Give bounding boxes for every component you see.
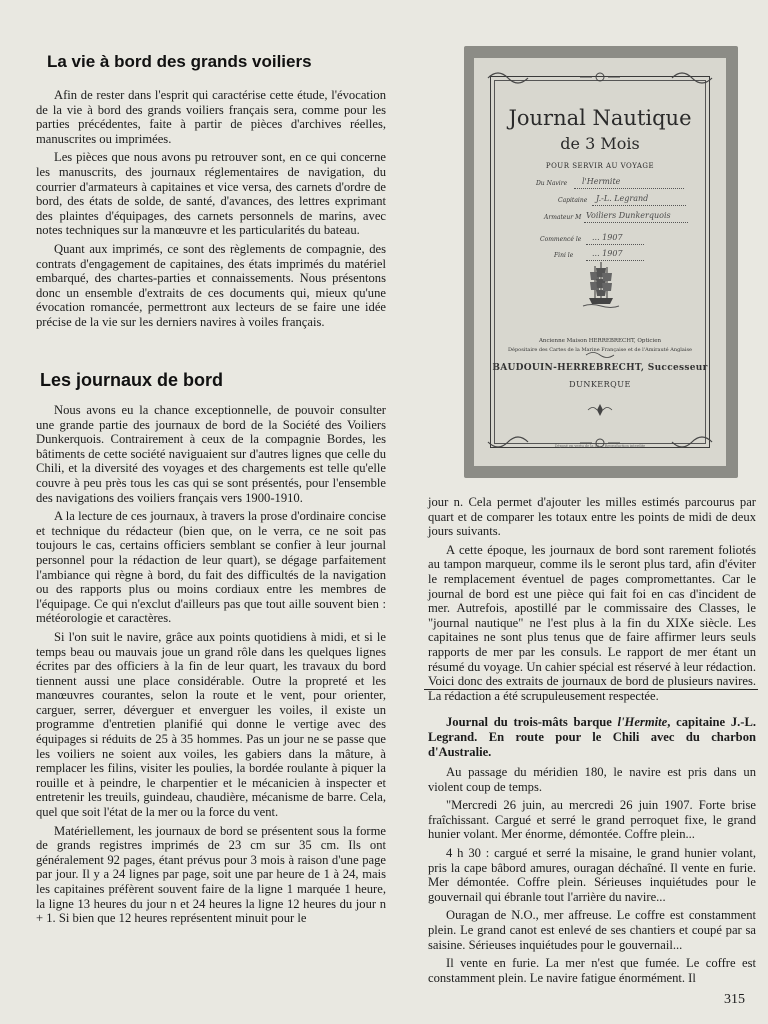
field-label-commence: Commencé le: [540, 236, 582, 243]
maker-name: BAUDOUIN-HERREBRECHT, Successeur: [492, 363, 708, 373]
page-number: 315: [724, 992, 745, 1007]
logbook-cover-photo: [464, 46, 738, 478]
field-label-armateur: Armateur M: [544, 214, 582, 221]
handwriting-fini: ... 1907: [592, 249, 623, 258]
log-paragraph: 4 h 30 : cargué et serré la misaine, le grand hunier volant, pris la cape bâbord amures, ouragan déchaîné. Il vente en furie. Mer démontée. Coffre plein. Sérieuses inquiétudes pour le gouvernail qui ébranle tout l'arrière du navire...: [428, 846, 756, 904]
intro-paragraph: Quant aux imprimés, ce sont des règlements de compagnie, des contrats d'engagement de capitaines, des états imprimés du matériel embarqué, des chartes-parties et connaissements. Nous présentons donc un ensemble d'extraits de ces documents qui, mieux qu'une évocation romancée, permettront aux lecteurs de se faire une idée précise de la vie sur les derniers navires à voiles français.: [36, 241, 386, 329]
field-label-navire: Du Navire: [536, 180, 568, 187]
maker-line: Ancienne Maison HERREBRECHT, Opticien: [538, 338, 662, 344]
cover-subtitle: de 3 Mois: [560, 134, 640, 153]
log-paragraph: Au passage du méridien 180, le navire est pris dans un violent coup de temps.: [428, 765, 756, 794]
section-title-vie-a-bord: La vie à bord des grands voiliers: [47, 52, 312, 71]
intro-paragraph: Les pièces que nous avons pu retrouver sont, en ce qui concerne les manuscrits, des journaux réglementaires de navigation, du courrier d'armateurs à capitaines et vice versa, des carnets d'ordre de bord, des états de solde, de santé, d'avances, des lettres exprimant des plaintes d'équipages, des carnets personnels de marins, avec notes techniques sur la manœuvre et les particularités du bateau.: [36, 150, 386, 238]
cover-caption: POUR SERVIR AU VOYAGE: [545, 162, 655, 170]
handwriting-commence: ... 1907: [592, 233, 623, 242]
continuation-paragraph: jour n. Cela permet d'ajouter les milles estimés parcourus par quart et de comparer les totaux entre les points de midi de deux jours suivants.: [428, 495, 756, 539]
handwriting-navire: l'Hermite: [582, 177, 621, 186]
log-paragraph: Il vente en furie. La mer n'est que fumée. Le coffre est constamment plein. Le navire fatigue énormément. Il: [428, 956, 756, 985]
journaux-paragraph: A la lecture de ces journaux, à travers la prose d'ordinaire concise et technique du rédacteur (bien que, on le verra, ce ne soit pas toujours le cas, certains officiers semblant se confier à leur journal personnel pour la rédaction de leur quart), se dégage parfaitement l'ambiance qui règne à bord, du fait des difficultés de la navigation ou des rapports plus ou moins cordiaux entre les membres de l'équipage. Ce qui n'exclut d'ailleurs pas que tout aille souvent bien : météorologie et caractères.: [36, 509, 386, 626]
intro-column: [36, 88, 386, 334]
journaux-paragraph: Nous avons eu la chance exceptionnelle, de pouvoir consulter une grande partie des journaux de bord de la Société des Voiliers Dunkerquois. Contrairement à ceux de la compagnie Bordes, les bâtiments de cette société naviguaient sur d'autres lignes que celle du Chili, et la diversité des voyages et des chargements est telle qu'elle couvre à peu près tous les cas qui se sont présentés, pour l'ensemble des navigations des voiliers français vers 1900-1910.: [36, 403, 386, 505]
cover-title: Journal Nautique: [508, 106, 692, 130]
corner-ornament-icon: [484, 68, 716, 88]
field-label-fini: Fini le: [554, 252, 574, 259]
maker-city: DUNKERQUE: [569, 380, 631, 389]
right-paragraph: A cette époque, les journaux de bord sont rarement foliotés au tampon marqueur, comme ils le seront plus tard, afin d'éviter le remplacement éventuel de pages compromettantes. Car le journal de bord est une pièce qui fait foi en cas d'incident de mer. Autrefois, apostillé par le commissaire des Classes, le "journal nautique" ne l'est plus à la fin du XIXe siècle. Les capitaines ne sont plus tenus que de faire affirmer leurs seuls rapports de mer par les consuls. Le rapport de mer étant un résumé du voyage. Un cahier spécial est réservé à leur rédaction. Voici donc des extraits de journaux de bord de plusieurs navires. La rédaction a été scrupuleusement respectée.: [428, 542, 756, 703]
corner-ornament-icon: [484, 432, 716, 452]
section-title-journaux-de-bord: Les journaux de bord: [40, 370, 224, 390]
cover-footer: Déposé en vertu de la loi — Reproduction interdite: [554, 444, 646, 448]
journaux-paragraph: Si l'on suit le navire, grâce aux points quotidiens à midi, et si le temps beau ou mauvais joue un grand rôle dans les quelques lignes écrites par des officiers à la fin de leur quart, les travaux du bord tiennent aussi une place considérable. Outre la propreté et les manœuvres courantes, selon la route et le vent, pour orienter, carguer, serrer, déverguer et enverguer les voiles, il existe un programme d'entretien planifié qui donne le vertige avec des équipages si réduits de 25 à 35 hommes. Pas un jour ne se passe que les voiliers ne soient aux voiles, les gabiers dans la mâture, à remplacer les filins, visiter les poulies, la bordée roulante à piquer la rouille et à peindre, le charpentier et le mécanicien à inspecter et entretenir les treuils, guindeau, chaudière, mécanisme de barre. Cela, quel que soit l'état de la mer ou la force du vent.: [36, 629, 386, 820]
log-paragraph: Ouragan de N.O., mer affreuse. Le coffre est constamment plein. Le grand canot est enlevé de ses chantiers et coupé par sa saisine. Sérieuses inquiétudes pour le gouvernail...: [428, 908, 756, 952]
journaux-column: [36, 403, 386, 930]
log-paragraph: "Mercredi 26 juin, au mercredi 26 juin 1907. Forte brise fraîchissant. Cargué et serré le grand perroquet fixe, le grand hunier volant. Mer énorme, démontée. Coffre plein...: [428, 798, 756, 842]
handwriting-armateur: Voiliers Dunkerquois: [586, 211, 671, 220]
section-rule: [424, 689, 758, 690]
log-subheading: Journal du trois-mâts barque l'Hermite, capitaine J.-L. Legrand. En route pour le Chili avec du charbon d'Australie.: [428, 715, 757, 759]
sailing-ship-icon: [581, 258, 621, 310]
logbook-cover: [474, 58, 726, 466]
handwriting-capitaine: J.-L. Legrand: [596, 194, 649, 203]
journaux-paragraph: Matériellement, les journaux de bord se présentent sous la forme de grands registres imprimés de 23 cm sur 35 cm. Ils ont généralement 92 pages, étant prévus pour 3 mois à raison d'une page par jour. Il y a 24 lignes par page, soit une par heure de 1 à 24, mais les capitaines préfèrent souvent faire de la ligne 1 marquée 1 heure, la ligne 13 heures du jour n et 24 heures la ligne 12 heures du jour n + 1. Si bien que 12 heures représentent minuit pour le: [36, 823, 386, 926]
field-label-capitaine: Capitaine: [558, 197, 588, 204]
maker-line: Dépositaire des Cartes de la Marine Française et de l'Amirauté Anglaise: [508, 347, 692, 353]
intro-paragraph: Afin de rester dans l'esprit qui caractérise cette étude, l'évocation de la vie à bord des grands voiliers français sera, comme pour les parties précédentes, faite à partir de pièces d'archives réelles, manuscrites ou imprimées.: [36, 88, 386, 146]
right-column: [428, 495, 756, 989]
fleuron-icon: [584, 350, 616, 360]
fleuron-icon: [586, 403, 614, 417]
